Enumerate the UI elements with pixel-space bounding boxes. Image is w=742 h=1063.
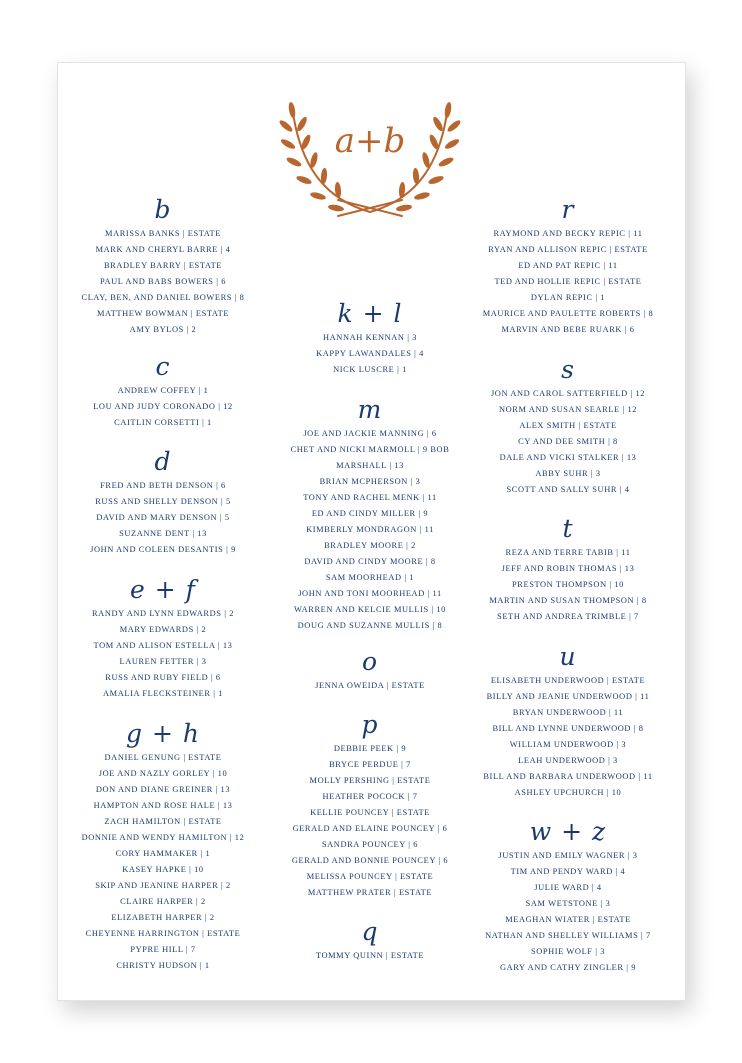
guest-entry: HEATHER POCOCK | 7 (322, 792, 418, 801)
guest-entry: JUSTIN AND EMILY WAGNER | 3 (498, 851, 638, 860)
guest-entry: RAYMOND AND BECKY REPIC | 11 (493, 229, 643, 238)
guest-entry: DANIEL GENUNG | ESTATE (104, 753, 222, 762)
guest-entry: TED AND HOLLIE REPIC | ESTATE (494, 277, 642, 286)
guest-entry: TOMMY QUINN | ESTATE (315, 951, 425, 960)
group-c (63, 353, 263, 431)
guest-entry: ED AND PAT REPIC | 11 (518, 261, 618, 270)
guest-entry: DOUG AND SUZANNE MULLIS | 8 (297, 621, 443, 630)
guest-entry: MARISSA BANKS | ESTATE (105, 229, 221, 238)
group-m (270, 396, 470, 634)
guest-entry: BILLY AND JEANIE UNDERWOOD | 11 (486, 692, 650, 701)
group-letter: s (561, 355, 575, 384)
guest-entry: PAUL AND BABS BOWERS | 6 (100, 277, 226, 286)
guest-entry: MEAGHAN WIATER | ESTATE (505, 915, 631, 924)
group-letter: r (561, 195, 575, 224)
guest-entry: JON AND CAROL SATTERFIELD | 12 (490, 389, 646, 398)
guest-entry: RUSS AND SHELLY DENSON | 5 (95, 497, 231, 506)
guest-entry: ALEX SMITH | ESTATE (519, 421, 617, 430)
group-b (63, 196, 263, 338)
guest-entry: TIM AND PENDY WARD | 4 (510, 867, 626, 876)
group-letter: g + h (126, 719, 200, 748)
guest-entry: PRESTON THOMPSON | 10 (512, 580, 624, 589)
guest-entry: GARY AND CATHY ZINGLER | 9 (500, 963, 636, 972)
guest-entry: FRED AND BETH DENSON | 6 (100, 481, 226, 490)
guest-entry: RANDY AND LYNN EDWARDS | 2 (92, 609, 234, 618)
guest-entry: MELISSA POUNCEY | ESTATE (306, 872, 434, 881)
guest-entry: DAVID AND CINDY MOORE | 8 (304, 557, 436, 566)
guest-entry: KELLIE POUNCEY | ESTATE (310, 808, 430, 817)
group-g-h (63, 720, 263, 974)
guest-entry: PYPRE HILL | 7 (130, 945, 196, 954)
guest-entry: KASEY HAPKE | 10 (122, 865, 204, 874)
guest-entry: JULIE WARD | 4 (534, 883, 602, 892)
group-u (468, 643, 668, 801)
guest-entry: NORM AND SUSAN SEARLE | 12 (498, 405, 638, 414)
guest-entry: CLAIRE HARPER | 2 (120, 897, 206, 906)
group-letter: c (155, 352, 171, 381)
guest-entry: BRYAN UNDERWOOD | 11 (512, 708, 624, 717)
guest-entry: CLAY, BEN, AND DANIEL BOWERS | 8 (81, 293, 245, 302)
guest-entry: MARK AND CHERYL BARRE | 4 (95, 245, 231, 254)
guest-entry: ED AND CINDY MILLER | 9 (311, 509, 429, 518)
group-k-l (270, 300, 470, 378)
guest-entry: DEBBIE PEEK | 9 (333, 744, 407, 753)
guest-entry: JOE AND NAZLY GORLEY | 10 (98, 769, 228, 778)
guest-entry: DONNIE AND WENDY HAMILTON | 12 (81, 833, 245, 842)
group-letter: t (562, 514, 574, 543)
guest-entry: ELIZABETH HARPER | 2 (111, 913, 215, 922)
guest-entry: SANDRA POUNCEY | 6 (321, 840, 419, 849)
guest-entry: BILL AND LYNNE UNDERWOOD | 8 (492, 724, 644, 733)
group-letter: m (357, 395, 383, 424)
guest-entry: ANDREW COFFEY | 1 (117, 386, 209, 395)
guest-entry: WARREN AND KELCIE MULLIS | 10 (294, 605, 446, 614)
guest-entry: BRADLEY BARRY | ESTATE (103, 261, 223, 270)
guest-entry: DAVID AND MARY DENSON | 5 (96, 513, 230, 522)
guest-entry: MARVIN AND BEBE RUARK | 6 (501, 325, 635, 334)
guest-entry: BRADLEY MOORE | 2 (324, 541, 416, 550)
group-p (270, 711, 470, 901)
guest-entry: KAPPY LAWANDALES | 4 (316, 349, 424, 358)
guest-entry: JEFF AND ROBIN THOMAS | 13 (501, 564, 635, 573)
guest-entry: AMALIA FLECKSTEINER | 1 (103, 689, 223, 698)
group-s (468, 356, 668, 498)
group-letter: p (361, 710, 379, 739)
guest-entry: NICK LUSCRE | 1 (333, 365, 407, 374)
guest-entry: KIMBERLY MONDRAGON | 11 (306, 525, 434, 534)
guest-entry: SKIP AND JEANINE HARPER | 2 (95, 881, 231, 890)
group-o (270, 648, 470, 694)
group-letter: o (361, 647, 379, 676)
group-letter: k + l (337, 299, 403, 328)
guest-entry: HAMPTON AND ROSE HALE | 13 (93, 801, 233, 810)
guest-entry: GERALD AND ELAINE POUNCEY | 6 (292, 824, 448, 833)
guest-entry: SCOTT AND SALLY SUHR | 4 (506, 485, 630, 494)
guest-entry: DYLAN REPIC | 1 (530, 293, 606, 302)
guest-entry: BILL AND BARBARA UNDERWOOD | 11 (483, 772, 653, 781)
guest-entry: CHET AND NICKI MARMOLL | 9 BOB (290, 445, 450, 454)
guest-entry: CORY HAMMAKER | 1 (115, 849, 211, 858)
guest-entry: MATTHEW PRATER | ESTATE (307, 888, 433, 897)
guest-entry: JOHN AND COLEEN DESANTIS | 9 (90, 545, 236, 554)
guest-entry: LAUREN FETTER | 3 (119, 657, 207, 666)
group-letter: q (361, 917, 379, 946)
guest-entry: CHEYENNE HARRINGTON | ESTATE (85, 929, 241, 938)
group-letter: w + z (529, 817, 607, 846)
guest-entry: SUZANNE DENT | 13 (119, 529, 207, 538)
guest-entry: TONY AND RACHEL MENK | 11 (303, 493, 437, 502)
guest-entry: HANNAH KENNAN | 3 (323, 333, 417, 342)
guest-entry: SOPHIE WOLF | 3 (530, 947, 606, 956)
group-letter: b (154, 195, 172, 224)
guest-entry: MOLLY PERSHING | ESTATE (309, 776, 431, 785)
guest-entry: GERALD AND BONNIE POUNCEY | 6 (291, 856, 449, 865)
guest-entry: NATHAN AND SHELLEY WILLIAMS | 7 (485, 931, 651, 940)
guest-entry: LOU AND JUDY CORONADO | 12 (93, 402, 233, 411)
guest-entry: SAM MOORHEAD | 1 (325, 573, 415, 582)
guest-entry: CY AND DEE SMITH | 8 (518, 437, 618, 446)
guest-entry: MARSHALL | 13 (336, 461, 404, 470)
guest-entry: MARTIN AND SUSAN THOMPSON | 8 (489, 596, 647, 605)
group-d (63, 448, 263, 558)
guest-entry: MARY EDWARDS | 2 (119, 625, 207, 634)
group-w-z (468, 818, 668, 976)
laurel-monogram-icon (278, 100, 462, 218)
guest-entry: RUSS AND RUBY FIELD | 6 (105, 673, 221, 682)
group-e-f (63, 576, 263, 702)
guest-entry: LEAH UNDERWOOD | 3 (518, 756, 618, 765)
guest-entry: REZA AND TERRE TABIB | 11 (505, 548, 631, 557)
group-letter: d (154, 447, 172, 476)
group-letter: e + f (130, 575, 196, 604)
guest-entry: ASHLEY UPCHURCH | 10 (514, 788, 622, 797)
guest-entry: ZACH HAMILTON | ESTATE (104, 817, 222, 826)
group-r (468, 196, 668, 338)
guest-entry: ABBY SUHR | 3 (535, 469, 601, 478)
group-q (270, 918, 470, 964)
guest-entry: MATTHEW BOWMAN | ESTATE (96, 309, 230, 318)
group-t (468, 515, 668, 625)
guest-entry: SAM WETSTONE | 3 (525, 899, 611, 908)
guest-entry: MAURICE AND PAULETTE ROBERTS | 8 (482, 309, 654, 318)
guest-entry: ELISABETH UNDERWOOD | ESTATE (490, 676, 646, 685)
guest-entry: CAITLIN CORSETTI | 1 (114, 418, 212, 427)
guest-entry: WILLIAM UNDERWOOD | 3 (509, 740, 627, 749)
guest-entry: BRIAN MCPHERSON | 3 (319, 477, 421, 486)
group-letter: u (559, 642, 577, 671)
guest-entry: RYAN AND ALLISON REPIC | ESTATE (488, 245, 648, 254)
guest-entry: TOM AND ALISON ESTELLA | 13 (93, 641, 233, 650)
guest-entry: DALE AND VICKI STALKER | 13 (499, 453, 637, 462)
guest-entry: BRYCE PERDUE | 7 (329, 760, 411, 769)
guest-entry: DON AND DIANE GREINER | 13 (95, 785, 231, 794)
guest-entry: CHRISTY HUDSON | 1 (116, 961, 210, 970)
guest-entry: SETH AND ANDREA TRIMBLE | 7 (497, 612, 639, 621)
guest-entry: JOE AND JACKIE MANNING | 6 (303, 429, 437, 438)
guest-entry: JOHN AND TONI MOORHEAD | 11 (298, 589, 442, 598)
monogram-text: a+b (334, 121, 406, 161)
guest-entry: JENNA OWEIDA | ESTATE (315, 681, 425, 690)
guest-entry: AMY BYLOS | 2 (129, 325, 197, 334)
